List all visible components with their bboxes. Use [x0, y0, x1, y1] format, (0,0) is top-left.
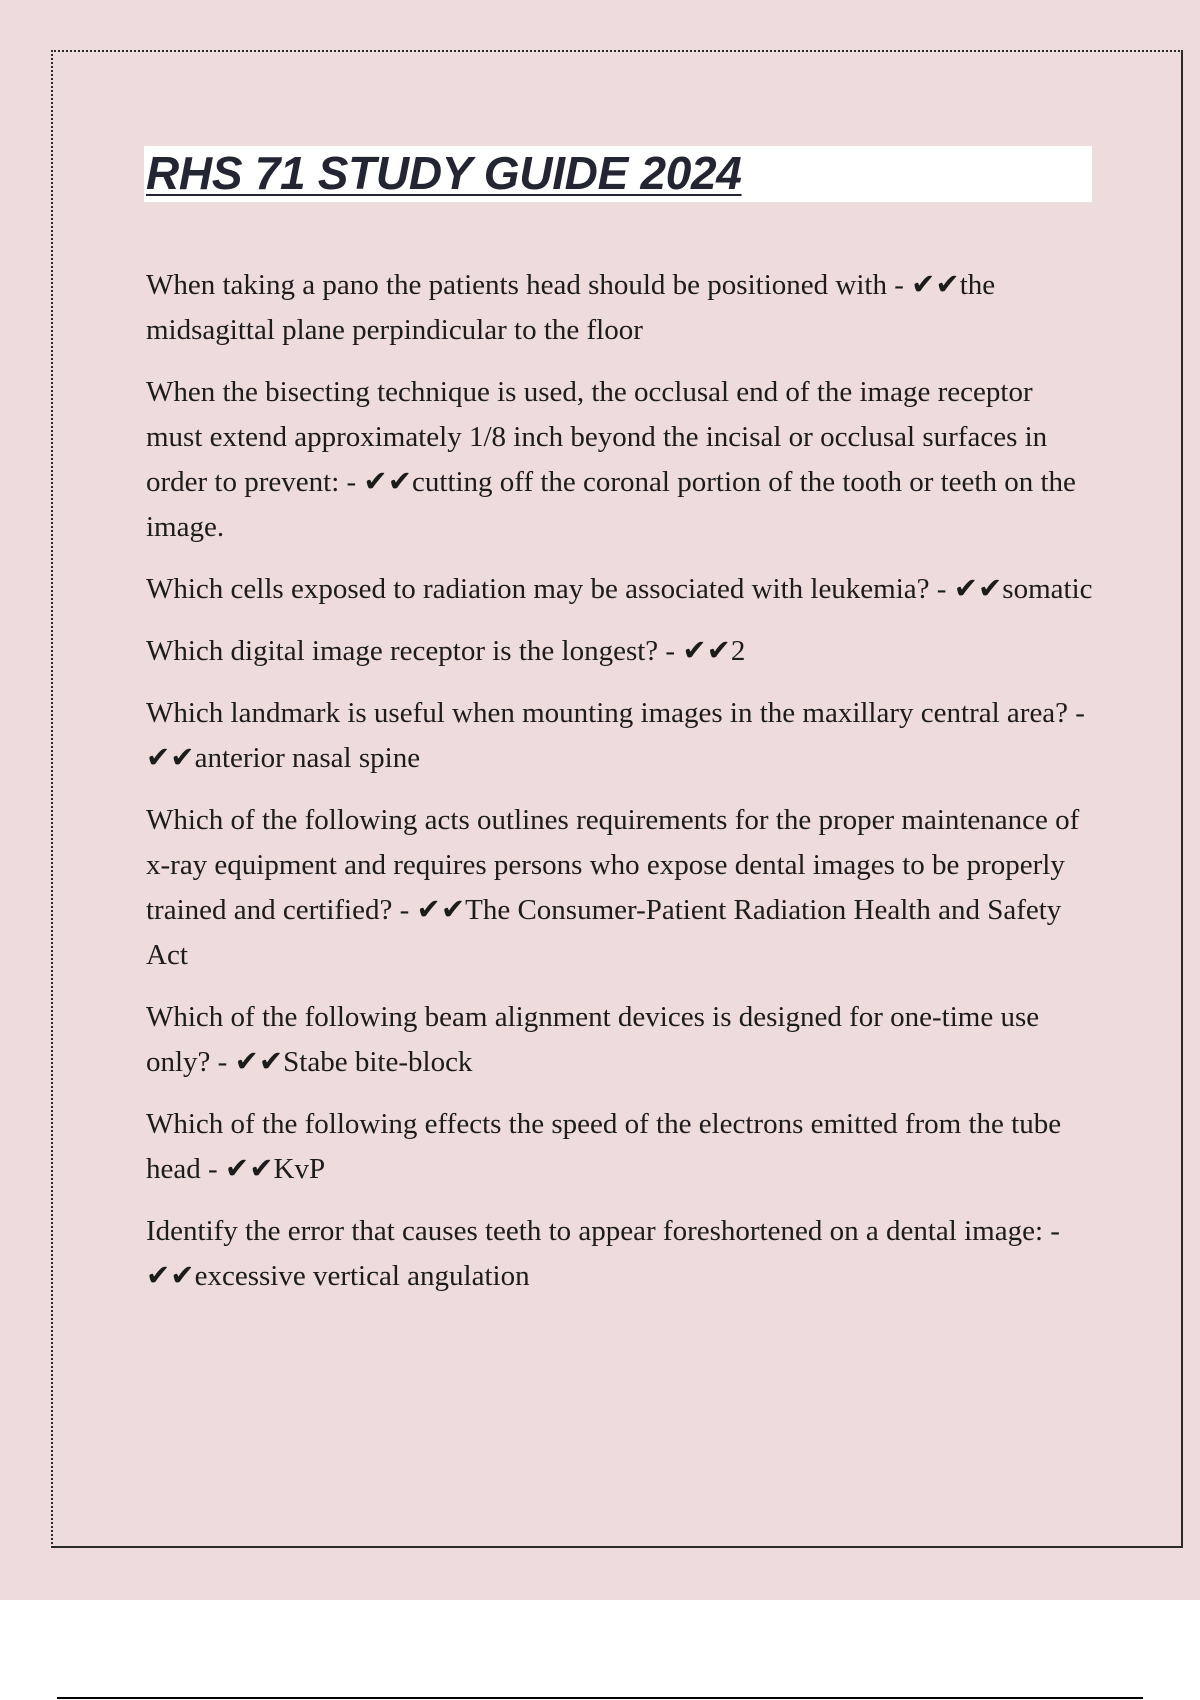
question-item-8: Which of the following effects the speed of the electrons emitted from the tube head - ✔✔KvP: [146, 1108, 1062, 1185]
question-item-6: Which of the following acts outlines requirements for the proper maintenance of x-ray equipment and requires persons who expose dental images to be properly trained and certified? - ✔✔The Consumer-Patient Radiation Health and Safety Act: [146, 804, 1080, 971]
question-item-9: Identify the error that causes teeth to appear foreshortened on a dental image: - ✔✔excessive vertical angulation: [146, 1215, 1060, 1292]
document-title: RHS 71 STUDY GUIDE 2024: [146, 147, 742, 199]
question-list: [146, 263, 1096, 1316]
question-item-7: Which of the following beam alignment devices is designed for one-time use only? - ✔✔Stabe bite-block: [146, 1001, 1040, 1078]
question-item-2: When the bisecting technique is used, the occlusal end of the image receptor must extend approximately 1/8 inch beyond the incisal or occlusal surfaces in order to prevent: - ✔✔cutting off the coronal portion of the tooth or teeth on the image.: [146, 376, 1076, 543]
footer-divider: [57, 1697, 1143, 1699]
question-item-4: Which digital image receptor is the longest? - ✔✔2: [146, 635, 746, 667]
question-item-3: Which cells exposed to radiation may be associated with leukemia? - ✔✔somatic: [146, 573, 1093, 605]
question-item-5: Which landmark is useful when mounting images in the maxillary central area? - ✔✔anterior nasal spine: [146, 697, 1085, 774]
question-item-1: When taking a pano the patients head should be positioned with - ✔✔the midsagittal plane perpindicular to the floor: [146, 269, 996, 346]
